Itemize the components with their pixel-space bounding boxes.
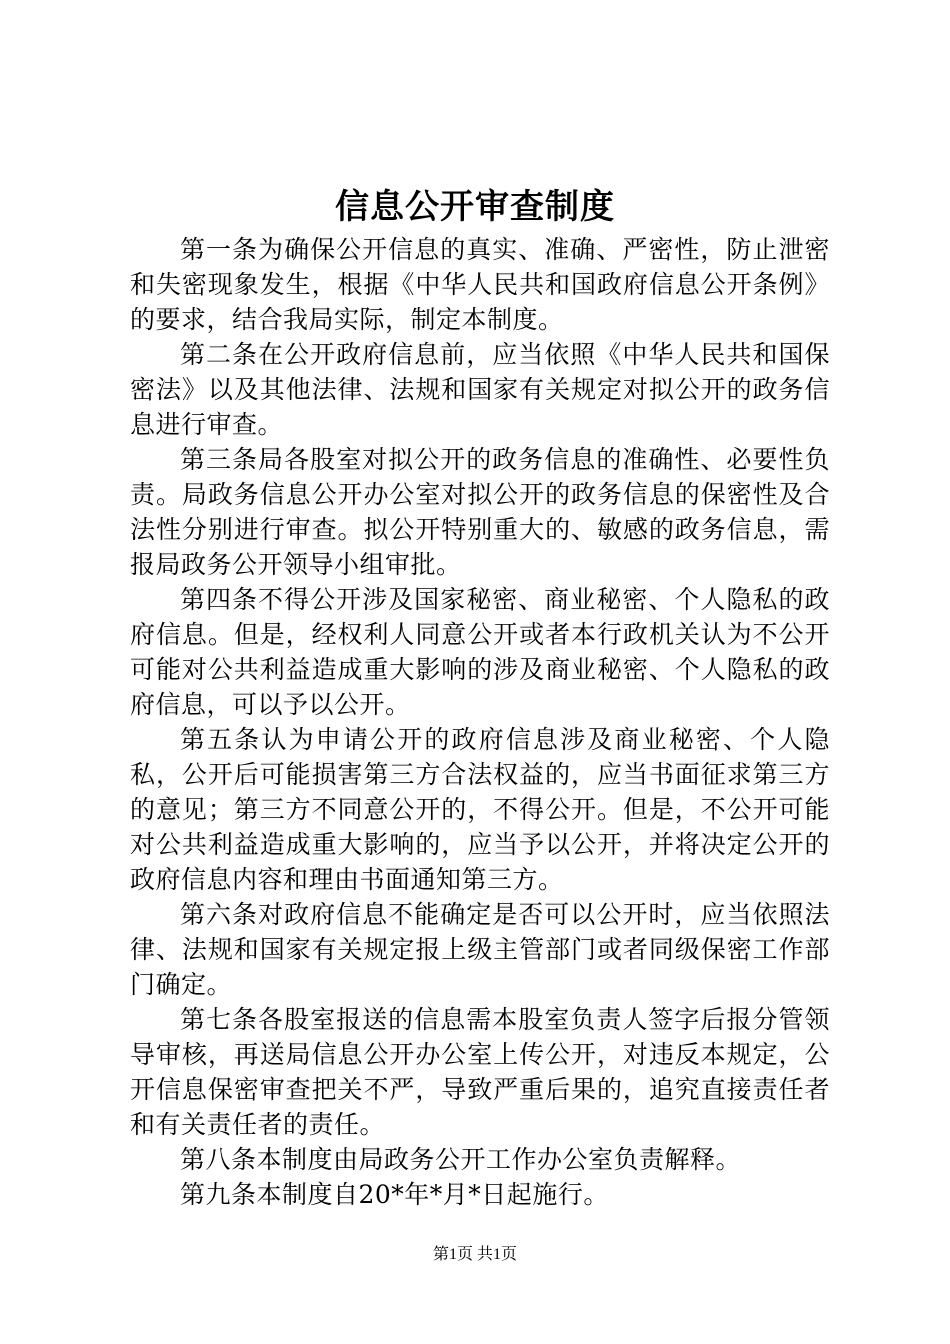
article-7-paragraph: 第七条各股室报送的信息需本股室负责人签字后报分管领导审核，再送局信息公开办公室上传公开，对违反本规定，公开信息保密审查把关不严，导致严重后果的，追究直接责任者和有关责任者的责任。: [130, 1005, 830, 1139]
article-8-paragraph: 第八条本制度由局政务公开工作办公室负责解释。: [180, 1145, 742, 1174]
article-1-paragraph: 第一条为确保公开信息的真实、准确、严密性，防止泄密和失密现象发生，根据《中华人民共和国政府信息公开条例》的要求，结合我局实际，制定本制度。: [130, 235, 830, 334]
document-body: [130, 232, 830, 1212]
article-6-paragraph: 第六条对政府信息不能确定是否可以公开时，应当依照法律、法规和国家有关规定报上级主管部门或者同级保密工作部门确定。: [130, 900, 830, 999]
page-footer: 第1页 共1页: [432, 1246, 517, 1263]
article-2-paragraph: 第二条在公开政府信息前，应当依照《中华人民共和国保密法》以及其他法律、法规和国家有关规定对拟公开的政务信息进行审查。: [130, 340, 830, 439]
article-3-paragraph: 第三条局各股室对拟公开的政务信息的准确性、必要性负责。局政务信息公开办公室对拟公开的政务信息的保密性及合法性分别进行审查。拟公开特别重大的、敏感的政务信息，需报局政务公开领导小组审批。: [130, 445, 830, 579]
article-4-paragraph: 第四条不得公开涉及国家秘密、商业秘密、个人隐私的政府信息。但是，经权利人同意公开或者本行政机关认为不公开可能对公共利益造成重大影响的涉及商业秘密、个人隐私的政府信息，可以予以公开。: [130, 585, 830, 719]
document-title: 信息公开审查制度: [335, 187, 615, 227]
article-9-paragraph: 第九条本制度自20*年*月*日起施行。: [180, 1180, 609, 1209]
article-5-paragraph: 第五条认为申请公开的政府信息涉及商业秘密、个人隐私，公开后可能损害第三方合法权益的，应当书面征求第三方的意见；第三方不同意公开的，不得公开。但是，不公开可能对公共利益造成重大影响的，应当予以公开，并将决定公开的政府信息内容和理由书面通知第三方。: [130, 725, 830, 894]
